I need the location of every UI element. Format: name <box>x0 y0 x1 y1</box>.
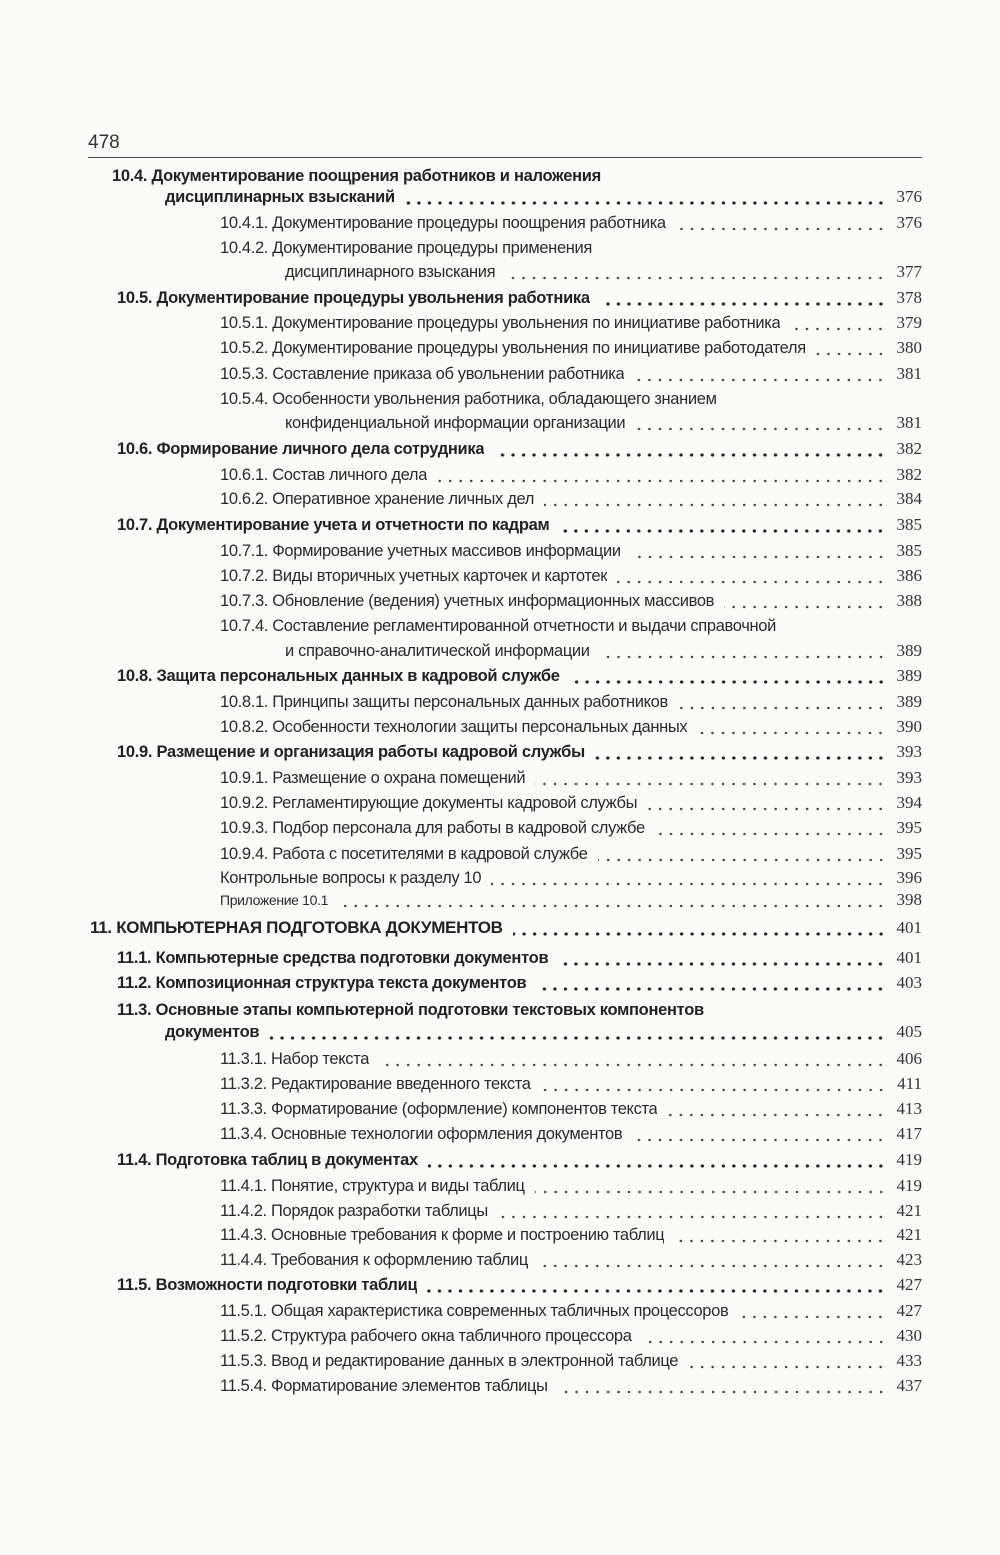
dot-leader <box>642 1325 886 1347</box>
toc-page-number: 386 <box>896 566 922 585</box>
toc-entry-title: 10.7.2. Виды вторичных учетных карточек и картотек <box>220 567 608 585</box>
toc-page-number: 421 <box>896 1201 922 1220</box>
toc-page-number: 385 <box>896 541 922 560</box>
toc-page-number: 388 <box>896 591 922 610</box>
dot-leader <box>688 1350 886 1372</box>
dot-leader <box>491 867 886 889</box>
dot-leader <box>816 337 886 359</box>
toc-page-number: 417 <box>896 1124 922 1143</box>
toc-entry <box>220 843 922 865</box>
toc-page-number: 427 <box>896 1275 922 1294</box>
toc-entry <box>117 665 922 687</box>
toc-entry <box>220 212 922 234</box>
toc-entry <box>90 917 922 939</box>
toc-entry <box>220 1300 922 1322</box>
toc-entry-title: 11.5.3. Ввод и редактирование данных в электронной таблице <box>220 1352 679 1370</box>
toc-entry-title: 11.5. Возможности подготовки таблиц <box>117 1276 418 1294</box>
toc-entry-title: 11.5.2. Структура рабочего окна табличного процессора <box>220 1327 632 1345</box>
toc-entry <box>220 464 922 486</box>
toc-entry <box>220 337 922 359</box>
toc-entry-title: 10.7.4. Составление регламентированной отчетности и выдачи справочной <box>220 617 776 635</box>
dot-leader <box>498 1200 886 1222</box>
dot-leader <box>790 312 886 334</box>
dot-leader <box>544 488 886 510</box>
toc-entry-title: 10.5.3. Составление приказа об увольнении работника <box>220 365 625 383</box>
toc-page-number: 376 <box>896 187 922 206</box>
toc-entry <box>220 1175 922 1197</box>
toc-entry-title: 11.5.4. Форматирование элементов таблицы <box>220 1377 548 1395</box>
toc-page-number: 406 <box>896 1049 922 1068</box>
toc-entry <box>220 1048 922 1070</box>
toc-entry <box>220 1325 922 1347</box>
toc-page-number: 427 <box>896 1301 922 1320</box>
toc-entry <box>220 767 922 789</box>
toc-entry <box>220 691 922 713</box>
toc-entry <box>117 947 922 969</box>
toc-entry-title: 10.4.2. Документирование процедуры применения <box>220 239 592 257</box>
dot-leader <box>536 972 886 994</box>
dot-leader <box>595 741 886 763</box>
toc-entry-title: 10.4.1. Документирование процедуры поощрения работника <box>220 214 666 232</box>
toc-entry-title: 10.9.2. Регламентирующие документы кадровой службы <box>220 794 638 812</box>
toc-entry <box>220 1098 922 1120</box>
dot-leader <box>535 767 886 789</box>
toc-entry-title: 10.5.1. Документирование процедуры увольнения по инициативе работника <box>220 314 781 332</box>
toc-page-number: 393 <box>896 768 922 787</box>
toc-page-number: 433 <box>896 1351 922 1370</box>
dot-leader <box>558 1375 886 1397</box>
dot-leader <box>667 1098 886 1120</box>
toc-entry <box>220 867 922 889</box>
toc-page-number: 403 <box>896 973 922 992</box>
dot-leader <box>427 1274 886 1296</box>
toc-entry-line <box>220 388 717 410</box>
toc-entry-line <box>220 237 592 259</box>
toc-page-number: 376 <box>896 213 922 232</box>
toc-page-number: 396 <box>896 868 922 887</box>
toc-entry-title: 10.8.1. Принципы защиты персональных данных работников <box>220 693 668 711</box>
dot-leader <box>634 363 886 385</box>
toc-entry-line <box>112 165 601 187</box>
toc-entry <box>220 590 922 612</box>
toc-page-number: 381 <box>896 413 922 432</box>
toc-entry-title: 11.4.1. Понятие, структура и виды таблиц <box>220 1177 525 1195</box>
toc-entry-title: 11.4.4. Требования к оформлению таблиц <box>220 1251 528 1269</box>
dot-leader <box>697 716 886 738</box>
toc-entry-title: конфиденциальной информации организации <box>285 414 626 432</box>
toc-entry <box>220 792 922 814</box>
toc-entry-title: 11.4.2. Порядок разработки таблицы <box>220 1202 488 1220</box>
dot-leader <box>269 1021 886 1043</box>
toc-entry <box>220 1224 922 1246</box>
toc-entry <box>117 438 922 460</box>
dot-leader <box>541 1073 886 1095</box>
toc-page-number: 378 <box>896 288 922 307</box>
toc-page-number: 411 <box>897 1074 922 1093</box>
toc-page-number: 423 <box>896 1250 922 1269</box>
page-number: 478 <box>88 132 120 153</box>
toc-entry <box>220 565 922 587</box>
toc-entry <box>117 514 922 536</box>
dot-leader <box>631 540 886 562</box>
toc-entry <box>220 1249 922 1271</box>
toc-entry <box>220 889 922 911</box>
dot-leader <box>632 1123 886 1145</box>
toc-page-number: 381 <box>896 364 922 383</box>
dot-leader <box>535 1175 886 1197</box>
toc-entry-line <box>220 615 776 637</box>
toc-entry-title: 11.4.3. Основные требования к форме и построению таблиц <box>220 1226 665 1244</box>
toc-page-number: 389 <box>896 666 922 685</box>
dot-leader <box>738 1300 886 1322</box>
toc-entry-title: 11.3.2. Редактирование введенного текста <box>220 1075 531 1093</box>
toc-entry-line <box>117 999 704 1021</box>
toc-page-number: 395 <box>896 818 922 837</box>
dot-leader <box>538 1249 886 1271</box>
toc-entry <box>220 488 922 510</box>
toc-entry-title: дисциплинарных взысканий <box>165 188 395 206</box>
toc-entry-title: 10.5.2. Документирование процедуры увольнения по инициативе работодателя <box>220 339 806 357</box>
toc-page-number: 389 <box>896 692 922 711</box>
toc-entry-title: 10.4. Документирование поощрения работников и наложения <box>112 167 601 185</box>
toc-entry-title: 10.7. Документирование учета и отчетности по кадрам <box>117 516 550 534</box>
toc-entry-title: 10.5. Документирование процедуры увольнения работника <box>117 289 590 307</box>
dot-leader <box>513 917 886 939</box>
toc-entry <box>220 1123 922 1145</box>
toc-entry-title: 10.7.1. Формирование учетных массивов информации <box>220 542 621 560</box>
toc-entry <box>165 1021 922 1043</box>
toc-entry-title: документов <box>165 1023 260 1041</box>
toc-entry-title: 11.3.4. Основные технологии оформления документов <box>220 1125 623 1143</box>
dot-leader <box>724 590 886 612</box>
toc-entry-title: 11.4. Подготовка таблиц в документах <box>117 1151 418 1169</box>
toc-page-number: 379 <box>896 313 922 332</box>
dot-leader <box>600 640 886 662</box>
dot-leader <box>505 261 886 283</box>
toc-entry-title: 10.6.2. Оперативное хранение личных дел <box>220 490 535 508</box>
toc-entry-title: Приложение 10.1 <box>220 892 329 908</box>
toc-entry <box>117 972 922 994</box>
toc-page-number: 401 <box>896 948 922 967</box>
dot-leader <box>338 889 886 911</box>
toc-page-number: 421 <box>896 1225 922 1244</box>
toc-entry-title: 10.9.4. Работа с посетителями в кадровой службе <box>220 845 588 863</box>
dot-leader <box>617 565 886 587</box>
toc-page-number: 419 <box>896 1150 922 1169</box>
toc-entry-title: 11. КОМПЬЮТЕРНАЯ ПОДГОТОВКА ДОКУМЕНТОВ <box>90 918 503 937</box>
toc-page-number: 437 <box>896 1376 922 1395</box>
toc-entry <box>117 1149 922 1171</box>
dot-leader <box>598 843 886 865</box>
toc-entry-title: 11.3.3. Форматирование (оформление) компонентов текста <box>220 1100 658 1118</box>
toc-page-number: 401 <box>896 918 922 937</box>
dot-leader <box>678 691 886 713</box>
toc-entry-title: и справочно-аналитической информации <box>285 642 590 660</box>
toc-page-number: 394 <box>896 793 922 812</box>
toc-entry <box>117 287 922 309</box>
toc-page-number: 405 <box>896 1022 922 1041</box>
toc-entry-title: 11.5.1. Общая характеристика современных табличных процессоров <box>220 1302 729 1320</box>
toc-entry <box>117 1274 922 1296</box>
toc-page-number: 385 <box>896 515 922 534</box>
toc-entry-title: 10.9.3. Подбор персонала для работы в кадровой службе <box>220 819 645 837</box>
toc-page-number: 419 <box>896 1176 922 1195</box>
toc-page-number: 377 <box>896 262 922 281</box>
toc-entry <box>285 261 922 283</box>
toc-entry <box>285 640 922 662</box>
toc-entry-title: 10.9.1. Размещение о охрана помещений <box>220 769 526 787</box>
toc-entry-title: 11.2. Композиционная структура текста документов <box>117 974 527 992</box>
dot-leader <box>428 1149 886 1171</box>
toc-page-number: 382 <box>896 439 922 458</box>
dot-leader <box>437 464 886 486</box>
toc-entry-title: 10.5.4. Особенности увольнения работника, обладающего знанием <box>220 390 717 408</box>
toc-entry-title: дисциплинарного взыскания <box>285 263 496 281</box>
toc-entry <box>220 540 922 562</box>
toc-entry-title: 10.7.3. Обновление (ведения) учетных информационных массивов <box>220 592 715 610</box>
toc-entry <box>220 1350 922 1372</box>
toc-entry <box>220 1073 922 1095</box>
dot-leader <box>405 186 886 208</box>
toc-page-number: 413 <box>896 1099 922 1118</box>
toc-entry <box>220 312 922 334</box>
toc-page-number: 393 <box>896 742 922 761</box>
dot-leader <box>655 817 886 839</box>
toc-entry-title: 10.8. Защита персональных данных в кадровой службе <box>117 667 560 685</box>
dot-leader <box>600 287 886 309</box>
toc-entry <box>165 186 922 208</box>
toc-entry <box>117 741 922 763</box>
dot-leader <box>559 514 886 536</box>
toc-entry-title: 11.3. Основные этапы компьютерной подготовки текстовых компонентов <box>117 1001 704 1019</box>
toc-page-number: 389 <box>896 641 922 660</box>
toc-page-number: 395 <box>896 844 922 863</box>
toc-entry <box>220 817 922 839</box>
toc-entry-title: 10.8.2. Особенности технологии защиты персональных данных <box>220 718 688 736</box>
toc-page-number: 430 <box>896 1326 922 1345</box>
toc-entry-title: 10.6. Формирование личного дела сотрудника <box>117 440 485 458</box>
dot-leader <box>558 947 886 969</box>
dot-leader <box>494 438 886 460</box>
header-rule <box>88 157 922 158</box>
dot-leader <box>647 792 886 814</box>
toc-entry <box>220 1375 922 1397</box>
toc-entry-title: Контрольные вопросы к разделу 10 <box>220 869 482 887</box>
dot-leader <box>379 1048 886 1070</box>
toc-entry <box>220 1200 922 1222</box>
toc-page-number: 390 <box>896 717 922 736</box>
toc-page-number: 384 <box>896 489 922 508</box>
toc-entry-title: 10.9. Размещение и организация работы кадровой службы <box>117 743 585 761</box>
toc-page-number: 382 <box>896 465 922 484</box>
toc-entry-title: 10.6.1. Состав личного дела <box>220 466 428 484</box>
toc-entry <box>220 716 922 738</box>
toc-entry <box>220 363 922 385</box>
toc-entry <box>285 412 922 434</box>
toc-page-number: 380 <box>896 338 922 357</box>
dot-leader <box>635 412 886 434</box>
toc-entry-title: 11.1. Компьютерные средства подготовки документов <box>117 949 549 967</box>
dot-leader <box>676 212 886 234</box>
dot-leader <box>570 665 886 687</box>
toc-entry-title: 11.3.1. Набор текста <box>220 1050 370 1068</box>
toc-page-number: 398 <box>896 890 922 909</box>
dot-leader <box>674 1224 886 1246</box>
